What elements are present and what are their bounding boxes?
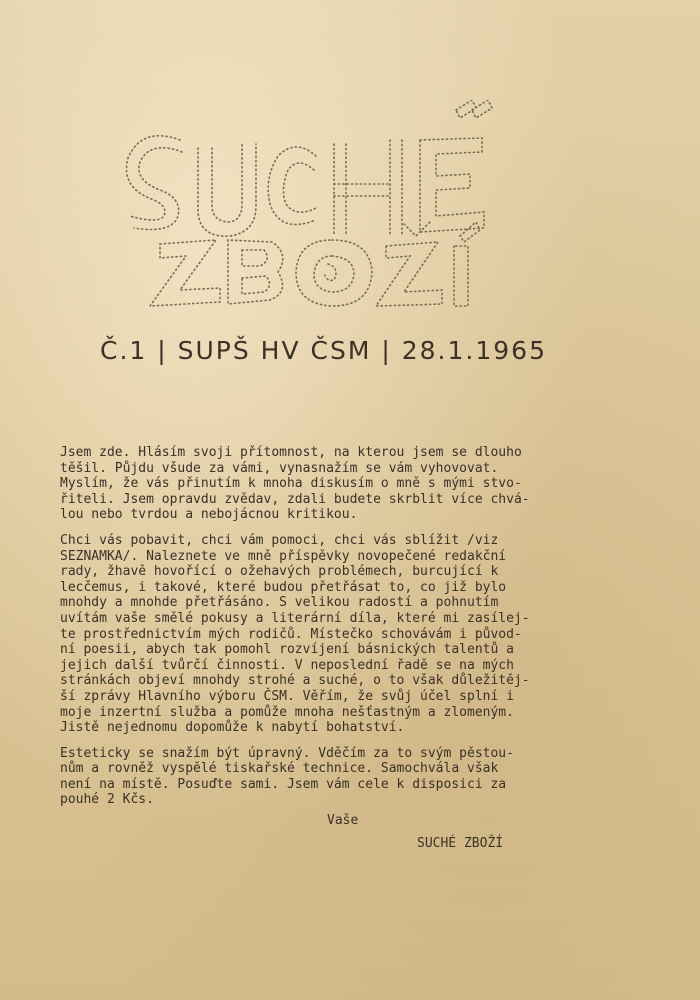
text-line: lou nebo tvrdou a nebojácnou kritikou. (60, 507, 358, 523)
text-line: jejich další tvůrčí činnosti. V neposlední řadě se na mých (60, 657, 514, 673)
text-line: te prostřednictvím mých rodičů. Místečko schovávám i původ- (60, 626, 522, 642)
masthead-logo (120, 100, 520, 310)
text-line: stránkách objeví mnohdy strohé a suché, o to však důležitěj- (60, 673, 530, 689)
text-line: moje inzertní služba a pomůže mnoha nešťastným a zlomeným. (60, 704, 514, 720)
text-line: Esteticky se snažím být úpravný. Vděčím za to svým pěstou- (60, 745, 514, 761)
text-line: Myslím, že vás přinutím k mnoha diskusím o mně s mými stvo- (60, 476, 522, 492)
text-line: řiteli. Jsem opravdu zvědav, zdali budete skrblit více chvá- (60, 491, 530, 507)
masthead-lettering (120, 100, 520, 310)
text-line: Jsem zde. Hlásím svoji přítomnost, na kterou jsem se dlouho (60, 445, 522, 460)
paragraph-aesthetics (60, 746, 660, 808)
text-line: rady, žhavě hovořící o ožehavých problémech, burcující k (60, 564, 499, 580)
text-line: SEZNAMKA/. Naleznete ve mně příspěvky novopečené redakční (60, 548, 507, 564)
text-line: těšil. Půjdu všude za vámi, vynasnažím se vám vyhovovat. (60, 460, 499, 476)
text-line: ší zprávy Hlavního výboru ČSM. Věřím, že svůj účel splní i (60, 688, 514, 704)
body-text (60, 445, 660, 818)
closing-signature: SUCHÉ ZBOŽÍ (417, 836, 504, 851)
text-line: uvítám vaše smělé pokusy a literární díla, které mi zasílej- (60, 610, 530, 626)
text-line: Chci vás pobavit, chci vám pomoci, chci vás sblížit /viz (60, 532, 499, 548)
text-line: mnohdy a mnohde přetřásáno. S velikou radostí a pohnutím (60, 595, 499, 611)
text-line: lecčemus, i takové, které budou přetřásat to, co již bylo (60, 579, 507, 595)
text-line: ní poesii, abych tak pomohl rozvíjení básnických talentů a (60, 642, 514, 658)
text-line: nům a rovněž vyspělé tiskařské technice. Samochvála však (60, 761, 499, 777)
paragraph-purpose (60, 533, 660, 736)
paragraph-intro (60, 445, 660, 523)
text-line: pouhé 2 Kčs. (60, 792, 154, 808)
issue-line: Č.1 | SUPŠ HV ČSM | 28.1.1965 (100, 336, 547, 365)
closing-greeting: Vaše (327, 813, 359, 828)
text-line: Jistě nejednomu dopomůže k nabytí bohatství. (60, 720, 405, 736)
text-line: není na místě. Posuďte sami. Jsem vám cele k disposici za (60, 776, 507, 792)
